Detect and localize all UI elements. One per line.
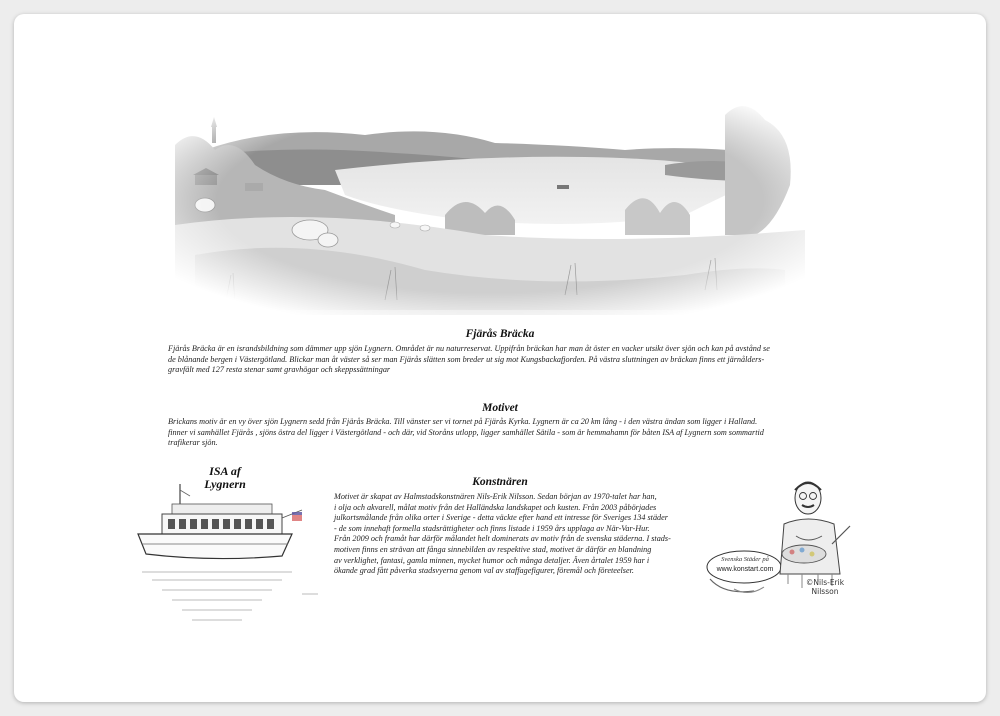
section-title-fjaras-bracka: Fjärås Bräcka [465,328,535,340]
stamp-url: www.konstart.com [716,566,774,573]
text-line: gravfält med 127 resta stenar samt gravhögar och skeppssättningar [168,365,391,375]
boat-illustration [132,482,322,632]
text-line: ökande grad fått påverka stadsvyerna genom val av staffagefigurer, föremål och företeelser. [334,566,634,576]
section-title-motivet: Motivet [482,402,518,414]
text-line: julkortsmålande från olika orter i Sverige - detta väckte efter hand ett intresse för Sveriges 134 städer [334,513,668,523]
stamp-top-text: Svenska Städer på [721,556,769,563]
text-line: trafikerar sjön. [168,438,218,448]
text-line: Från 2009 och framåt har därför målandet helt dominerats av motiv från de svenska städerna. I stads- [334,534,671,544]
boat-caption-line: Lygnern [204,477,246,491]
boat-caption-line: ISA af [209,464,241,478]
section-title-konstnaren: Konstnären [472,476,528,488]
text-line: av verklighet, fantasi, gamla minnen, mycket humor och många detaljer. Även årtalet 1959 har i [334,555,650,565]
text-line: de blånande bergen i Västergötland. Blickar man åt väster så ser man Fjärås slätten som breder ut sig mot Kungsbackafjorden. På västra sluttningen av bräckan finns ett järnålders- [168,354,765,364]
signature-line: Nilsson [811,587,839,596]
section-text-konstnaren [334,492,694,577]
artist-signature [790,578,860,596]
signature-line: ©Nils-Erik [805,578,845,587]
text-line: Brickans motiv är en vy över sjön Lygnern sedd från Fjärås Bräcka. Till vänster ser vi tornet på Fjärås Kyrka. Lygnern är ca 20 km lång - i den västra ändan som ligger i Halland. [168,417,758,426]
section-text-motivet [168,417,848,449]
text-line: motiven finns en strävan att fånga sinnebilden av respektive stad, motivet är därför en blandning [334,544,652,554]
text-line: Fjärås Bräcka är en israndsbildning som dämmer upp sjön Lygnern. Området är nu naturreservat. Uppifrån bräckan har man åt öster en vacker utsikt över sjön och kan på avstånd se [168,344,770,353]
text-line: finner vi samhället Fjärås , sjöns östra del ligger i Västergötland - och där, vid Storåns utlopp, ligger samhället Sätila - som är hemmahamn för båten ISA af Lygnern som sommartid [168,427,764,437]
section-text-fjaras-bracka [168,344,848,376]
text-line: Motivet är skapat av Halmstadskonstnären Nils-Erik Nilsson. Sedan början av 1970-talet har han, [334,492,657,501]
text-line: - de som innehaft formella stadsrättigheter och finns listade i 1959 års upplaga av När-Var-Hur. [334,523,650,533]
landscape-illustration [165,95,815,315]
text-line: i olja och akvarell, målat motiv från det Halländska landskapet och kusten. Från 2003 påbörjades [334,502,657,512]
